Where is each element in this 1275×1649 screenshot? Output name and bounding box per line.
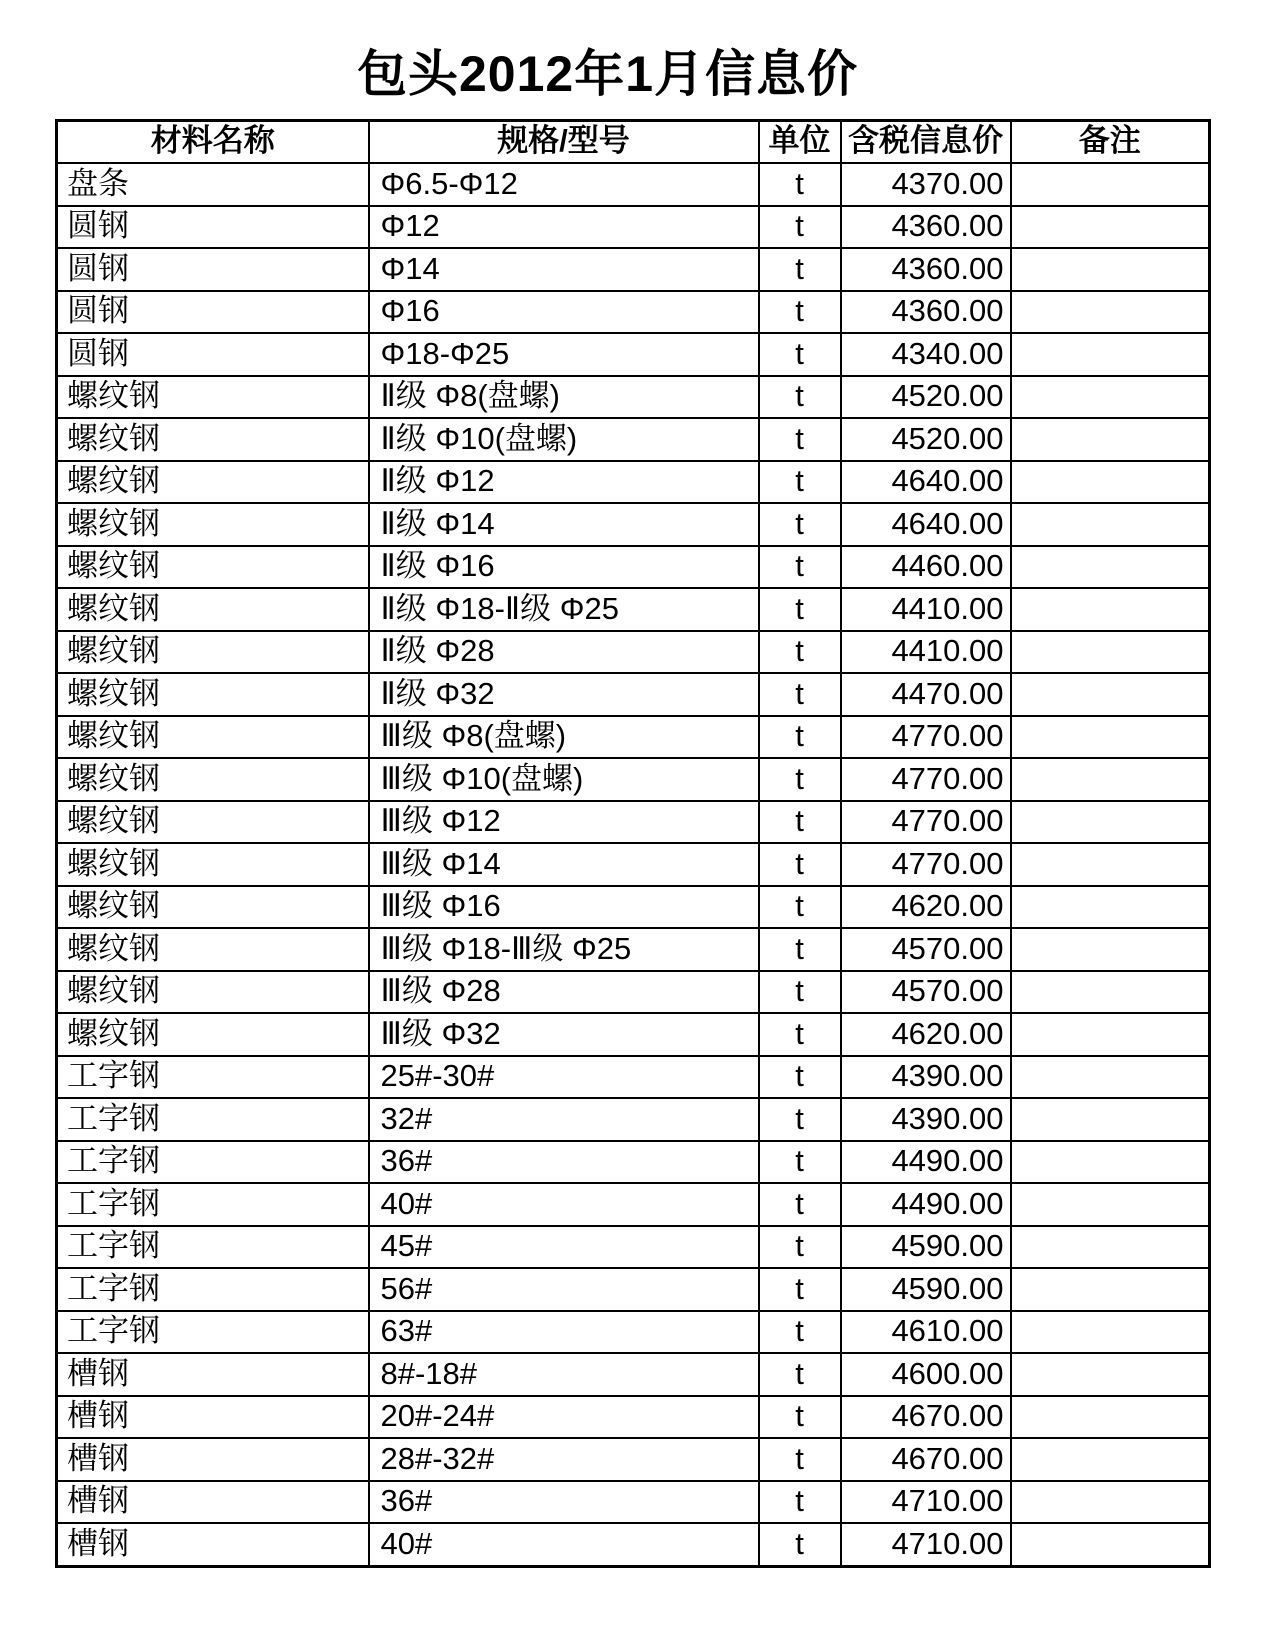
remarks-cell xyxy=(1011,588,1210,631)
table-row xyxy=(57,801,1210,844)
remarks-cell xyxy=(1011,928,1210,971)
table-header xyxy=(57,120,1210,163)
remarks-cell xyxy=(1011,461,1210,504)
table-row xyxy=(57,588,1210,631)
remarks-cell xyxy=(1011,503,1210,546)
table-header-row xyxy=(57,120,1210,163)
material-name-cell: 工字钢 xyxy=(57,1268,369,1311)
taxed-price-cell: 4770.00 xyxy=(841,716,1011,759)
remarks-cell xyxy=(1011,971,1210,1014)
remarks-cell xyxy=(1011,1438,1210,1481)
spec-model-cell: Ⅱ级 Φ18-Ⅱ级 Φ25 xyxy=(369,588,759,631)
material-name-cell: 圆钢 xyxy=(57,206,369,249)
table-row xyxy=(57,673,1210,716)
spec-model-cell: 45# xyxy=(369,1226,759,1269)
taxed-price-cell: 4770.00 xyxy=(841,758,1011,801)
spec-model-cell: 63# xyxy=(369,1311,759,1354)
remarks-cell xyxy=(1011,843,1210,886)
spec-model-cell: 32# xyxy=(369,1098,759,1141)
spec-model-cell: 25#-30# xyxy=(369,1056,759,1099)
table-row xyxy=(57,1141,1210,1184)
page-title: 包头2012年1月信息价 xyxy=(356,46,859,102)
material-name-cell: 螺纹钢 xyxy=(57,928,369,971)
unit-cell: t xyxy=(759,716,841,759)
remarks-cell xyxy=(1011,1268,1210,1311)
table-row xyxy=(57,971,1210,1014)
remarks-cell xyxy=(1011,1481,1210,1524)
unit-cell: t xyxy=(759,843,841,886)
spec-model-cell: Φ12 xyxy=(369,206,759,249)
header-taxed-price: 含税信息价 xyxy=(841,120,1011,163)
taxed-price-cell: 4670.00 xyxy=(841,1396,1011,1439)
spec-model-cell: Ⅲ级 Φ14 xyxy=(369,843,759,886)
spec-model-cell: Φ18-Φ25 xyxy=(369,333,759,376)
material-name-cell: 螺纹钢 xyxy=(57,588,369,631)
taxed-price-cell: 4360.00 xyxy=(841,206,1011,249)
unit-cell: t xyxy=(759,1481,841,1524)
table-row xyxy=(57,631,1210,674)
material-name-cell: 工字钢 xyxy=(57,1098,369,1141)
table-row xyxy=(57,928,1210,971)
taxed-price-cell: 4770.00 xyxy=(841,801,1011,844)
remarks-cell xyxy=(1011,1226,1210,1269)
spec-model-cell: Ⅱ级 Φ32 xyxy=(369,673,759,716)
material-name-cell: 螺纹钢 xyxy=(57,801,369,844)
taxed-price-cell: 4390.00 xyxy=(841,1098,1011,1141)
table-row xyxy=(57,1226,1210,1269)
taxed-price-cell: 4590.00 xyxy=(841,1268,1011,1311)
table-row xyxy=(57,1353,1210,1396)
table-row xyxy=(57,1056,1210,1099)
spec-model-cell: Φ16 xyxy=(369,291,759,334)
remarks-cell xyxy=(1011,248,1210,291)
material-name-cell: 螺纹钢 xyxy=(57,971,369,1014)
remarks-cell xyxy=(1011,1098,1210,1141)
unit-cell: t xyxy=(759,503,841,546)
spec-model-cell: 40# xyxy=(369,1183,759,1226)
material-name-cell: 盘条 xyxy=(57,163,369,206)
table-row xyxy=(57,503,1210,546)
unit-cell: t xyxy=(759,1141,841,1184)
table-row xyxy=(57,291,1210,334)
material-name-cell: 圆钢 xyxy=(57,333,369,376)
taxed-price-cell: 4710.00 xyxy=(841,1523,1011,1566)
remarks-cell xyxy=(1011,206,1210,249)
taxed-price-cell: 4490.00 xyxy=(841,1183,1011,1226)
material-name-cell: 圆钢 xyxy=(57,248,369,291)
remarks-cell xyxy=(1011,546,1210,589)
remarks-cell xyxy=(1011,758,1210,801)
remarks-cell xyxy=(1011,673,1210,716)
material-name-cell: 槽钢 xyxy=(57,1353,369,1396)
spec-model-cell: Ⅱ级 Φ8(盘螺) xyxy=(369,376,759,419)
header-unit: 单位 xyxy=(759,120,841,163)
spec-model-cell: Ⅲ级 Φ16 xyxy=(369,886,759,929)
unit-cell: t xyxy=(759,163,841,206)
taxed-price-cell: 4590.00 xyxy=(841,1226,1011,1269)
material-name-cell: 螺纹钢 xyxy=(57,758,369,801)
material-name-cell: 螺纹钢 xyxy=(57,461,369,504)
unit-cell: t xyxy=(759,206,841,249)
table-row xyxy=(57,843,1210,886)
table-row xyxy=(57,1396,1210,1439)
material-name-cell: 螺纹钢 xyxy=(57,673,369,716)
taxed-price-cell: 4360.00 xyxy=(841,291,1011,334)
taxed-price-cell: 4570.00 xyxy=(841,971,1011,1014)
taxed-price-cell: 4410.00 xyxy=(841,588,1011,631)
material-name-cell: 螺纹钢 xyxy=(57,716,369,759)
taxed-price-cell: 4360.00 xyxy=(841,248,1011,291)
material-name-cell: 螺纹钢 xyxy=(57,503,369,546)
remarks-cell xyxy=(1011,1396,1210,1439)
unit-cell: t xyxy=(759,1311,841,1354)
taxed-price-cell: 4460.00 xyxy=(841,546,1011,589)
spec-model-cell: 40# xyxy=(369,1523,759,1566)
spec-model-cell: 56# xyxy=(369,1268,759,1311)
remarks-cell xyxy=(1011,163,1210,206)
taxed-price-cell: 4770.00 xyxy=(841,843,1011,886)
unit-cell: t xyxy=(759,1523,841,1566)
unit-cell: t xyxy=(759,673,841,716)
taxed-price-cell: 4600.00 xyxy=(841,1353,1011,1396)
remarks-cell xyxy=(1011,376,1210,419)
remarks-cell xyxy=(1011,1141,1210,1184)
unit-cell: t xyxy=(759,631,841,674)
table-row xyxy=(57,1311,1210,1354)
taxed-price-cell: 4570.00 xyxy=(841,928,1011,971)
remarks-cell xyxy=(1011,1311,1210,1354)
taxed-price-cell: 4390.00 xyxy=(841,1056,1011,1099)
header-remarks: 备注 xyxy=(1011,120,1210,163)
table-row xyxy=(57,206,1210,249)
taxed-price-cell: 4710.00 xyxy=(841,1481,1011,1524)
material-name-cell: 槽钢 xyxy=(57,1481,369,1524)
unit-cell: t xyxy=(759,1353,841,1396)
taxed-price-cell: 4670.00 xyxy=(841,1438,1011,1481)
unit-cell: t xyxy=(759,461,841,504)
table-row xyxy=(57,1183,1210,1226)
material-name-cell: 工字钢 xyxy=(57,1226,369,1269)
table-row xyxy=(57,716,1210,759)
unit-cell: t xyxy=(759,1183,841,1226)
unit-cell: t xyxy=(759,1438,841,1481)
remarks-cell xyxy=(1011,886,1210,929)
taxed-price-cell: 4620.00 xyxy=(841,886,1011,929)
taxed-price-cell: 4340.00 xyxy=(841,333,1011,376)
material-name-cell: 螺纹钢 xyxy=(57,1013,369,1056)
unit-cell: t xyxy=(759,801,841,844)
unit-cell: t xyxy=(759,1013,841,1056)
spec-model-cell: Ⅱ级 Φ16 xyxy=(369,546,759,589)
table-row xyxy=(57,758,1210,801)
remarks-cell xyxy=(1011,716,1210,759)
taxed-price-cell: 4520.00 xyxy=(841,418,1011,461)
table-row xyxy=(57,1013,1210,1056)
spec-model-cell: Ⅱ级 Φ14 xyxy=(369,503,759,546)
table-body xyxy=(57,163,1210,1566)
unit-cell: t xyxy=(759,1226,841,1269)
spec-model-cell: 8#-18# xyxy=(369,1353,759,1396)
material-name-cell: 螺纹钢 xyxy=(57,376,369,419)
taxed-price-cell: 4640.00 xyxy=(841,461,1011,504)
material-name-cell: 工字钢 xyxy=(57,1141,369,1184)
taxed-price-cell: 4620.00 xyxy=(841,1013,1011,1056)
spec-model-cell: 36# xyxy=(369,1141,759,1184)
remarks-cell xyxy=(1011,333,1210,376)
table-row xyxy=(57,418,1210,461)
spec-model-cell: Ⅲ级 Φ32 xyxy=(369,1013,759,1056)
spec-model-cell: Ⅲ级 Φ8(盘螺) xyxy=(369,716,759,759)
unit-cell: t xyxy=(759,758,841,801)
material-name-cell: 螺纹钢 xyxy=(57,843,369,886)
table-row xyxy=(57,248,1210,291)
material-name-cell: 螺纹钢 xyxy=(57,631,369,674)
spec-model-cell: Ⅱ级 Φ12 xyxy=(369,461,759,504)
unit-cell: t xyxy=(759,418,841,461)
remarks-cell xyxy=(1011,418,1210,461)
spec-model-cell: Ⅲ级 Φ10(盘螺) xyxy=(369,758,759,801)
taxed-price-cell: 4610.00 xyxy=(841,1311,1011,1354)
table-row xyxy=(57,1481,1210,1524)
unit-cell: t xyxy=(759,1056,841,1099)
spec-model-cell: Ⅲ级 Φ12 xyxy=(369,801,759,844)
remarks-cell xyxy=(1011,631,1210,674)
spec-model-cell: Ⅱ级 Φ28 xyxy=(369,631,759,674)
table-row xyxy=(57,376,1210,419)
header-spec-model: 规格/型号 xyxy=(369,120,759,163)
remarks-cell xyxy=(1011,1353,1210,1396)
table-row xyxy=(57,163,1210,206)
unit-cell: t xyxy=(759,971,841,1014)
taxed-price-cell: 4410.00 xyxy=(841,631,1011,674)
spec-model-cell: 20#-24# xyxy=(369,1396,759,1439)
material-price-table xyxy=(55,119,1211,1568)
table-row xyxy=(57,1523,1210,1566)
taxed-price-cell: 4640.00 xyxy=(841,503,1011,546)
table-row xyxy=(57,461,1210,504)
spec-model-cell: Φ6.5-Φ12 xyxy=(369,163,759,206)
spec-model-cell: Φ14 xyxy=(369,248,759,291)
material-name-cell: 螺纹钢 xyxy=(57,546,369,589)
spec-model-cell: Ⅲ级 Φ18-Ⅲ级 Φ25 xyxy=(369,928,759,971)
unit-cell: t xyxy=(759,546,841,589)
unit-cell: t xyxy=(759,333,841,376)
spec-model-cell: Ⅱ级 Φ10(盘螺) xyxy=(369,418,759,461)
taxed-price-cell: 4470.00 xyxy=(841,673,1011,716)
header-material-name: 材料名称 xyxy=(57,120,369,163)
table-row xyxy=(57,546,1210,589)
material-name-cell: 槽钢 xyxy=(57,1396,369,1439)
table-row xyxy=(57,1438,1210,1481)
taxed-price-cell: 4370.00 xyxy=(841,163,1011,206)
table-row xyxy=(57,1098,1210,1141)
unit-cell: t xyxy=(759,376,841,419)
spec-model-cell: Ⅲ级 Φ28 xyxy=(369,971,759,1014)
spec-model-cell: 36# xyxy=(369,1481,759,1524)
table-row xyxy=(57,333,1210,376)
table-row xyxy=(57,886,1210,929)
material-name-cell: 螺纹钢 xyxy=(57,418,369,461)
remarks-cell xyxy=(1011,1523,1210,1566)
remarks-cell xyxy=(1011,1183,1210,1226)
remarks-cell xyxy=(1011,1013,1210,1056)
unit-cell: t xyxy=(759,291,841,334)
material-name-cell: 螺纹钢 xyxy=(57,886,369,929)
material-name-cell: 工字钢 xyxy=(57,1183,369,1226)
unit-cell: t xyxy=(759,1396,841,1439)
material-name-cell: 工字钢 xyxy=(57,1056,369,1099)
material-name-cell: 工字钢 xyxy=(57,1311,369,1354)
material-name-cell: 圆钢 xyxy=(57,291,369,334)
spec-model-cell: 28#-32# xyxy=(369,1438,759,1481)
unit-cell: t xyxy=(759,1268,841,1311)
material-name-cell: 槽钢 xyxy=(57,1438,369,1481)
table-row xyxy=(57,1268,1210,1311)
unit-cell: t xyxy=(759,886,841,929)
remarks-cell xyxy=(1011,801,1210,844)
remarks-cell xyxy=(1011,1056,1210,1099)
remarks-cell xyxy=(1011,291,1210,334)
material-name-cell: 槽钢 xyxy=(57,1523,369,1566)
unit-cell: t xyxy=(759,928,841,971)
taxed-price-cell: 4490.00 xyxy=(841,1141,1011,1184)
unit-cell: t xyxy=(759,248,841,291)
unit-cell: t xyxy=(759,588,841,631)
taxed-price-cell: 4520.00 xyxy=(841,376,1011,419)
unit-cell: t xyxy=(759,1098,841,1141)
